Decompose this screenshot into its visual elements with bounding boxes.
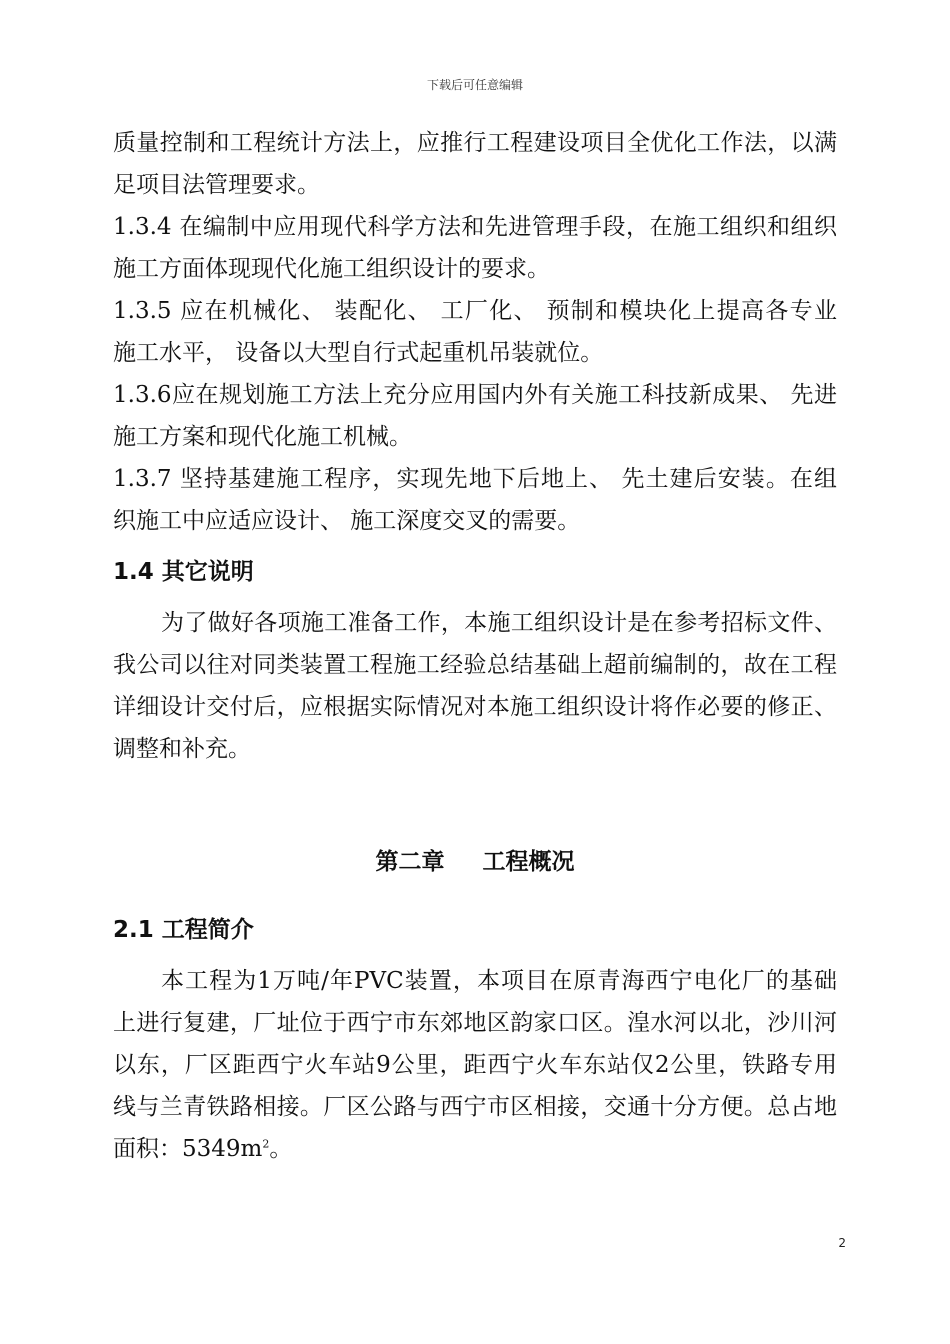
- area-suffix: 。: [269, 1136, 293, 1162]
- text-line: 上进行复建，厂址位于西宁市东郊地区韵家口区。湟水河以北，沙川河: [113, 1010, 837, 1036]
- section-2-1-paragraph: [113, 960, 837, 1170]
- text-line: 1.3.6应在规划施工方法上充分应用国内外有关施工科技新成果、 先进: [113, 382, 837, 408]
- text-line: 详细设计交付后，应根据实际情况对本施工组织设计将作必要的修正、: [113, 694, 837, 720]
- text-line: [113, 1128, 837, 1170]
- text-line: 施工方案和现代化施工机械。: [113, 424, 412, 450]
- text-line: 调整和补充。: [113, 736, 251, 762]
- text-line: 本工程为1万吨/年PVC装置，本项目在原青海西宁电化厂的基础: [161, 968, 837, 994]
- text-line: 1.3.4 在编制中应用现代科学方法和先进管理手段，在施工组织和组织: [113, 214, 837, 240]
- text-line: 施工方面体现现代化施工组织设计的要求。: [113, 256, 550, 282]
- text-line: 1.3.5 应在机械化、 装配化、 工厂化、 预制和模块化上提高各专业: [113, 298, 837, 324]
- text-line: 为了做好各项施工准备工作，本施工组织设计是在参考招标文件、: [161, 610, 837, 636]
- text-line: 足项目法管理要求。: [113, 172, 320, 198]
- section-heading-2-1: 2.1 工程简介: [113, 917, 254, 943]
- chapter-title: 第二章 工程概况: [375, 849, 575, 875]
- area-superscript: 2: [262, 1137, 270, 1151]
- section-heading-1-4: 1.4 其它说明: [113, 559, 254, 585]
- text-line: 施工水平， 设备以大型自行式起重机吊装就位。: [113, 340, 604, 366]
- text-line: 织施工中应适应设计、 施工深度交叉的需要。: [113, 508, 581, 534]
- section-1-4-paragraph: [113, 602, 837, 770]
- section-1-3-paragraphs: [113, 122, 837, 542]
- text-line: 线与兰青铁路相接。厂区公路与西宁市区相接，交通十分方便。总占地: [113, 1094, 837, 1120]
- text-line: 1.3.7 坚持基建施工程序，实现先地下后地上、 先土建后安装。在组: [113, 466, 837, 492]
- text-line: 以东，厂区距西宁火车站9公里，距西宁火车东站仅2公里，铁路专用: [113, 1052, 837, 1078]
- text-line: 我公司以往对同类装置工程施工经验总结基础上超前编制的，故在工程: [113, 652, 837, 678]
- area-text: 面积：5349m: [113, 1136, 263, 1162]
- page-header: 下载后可任意编辑: [426, 78, 523, 92]
- page-number: 2: [838, 1236, 846, 1250]
- document-body: [113, 122, 837, 1170]
- text-line: 质量控制和工程统计方法上，应推行工程建设项目全优化工作法，以满: [113, 130, 837, 156]
